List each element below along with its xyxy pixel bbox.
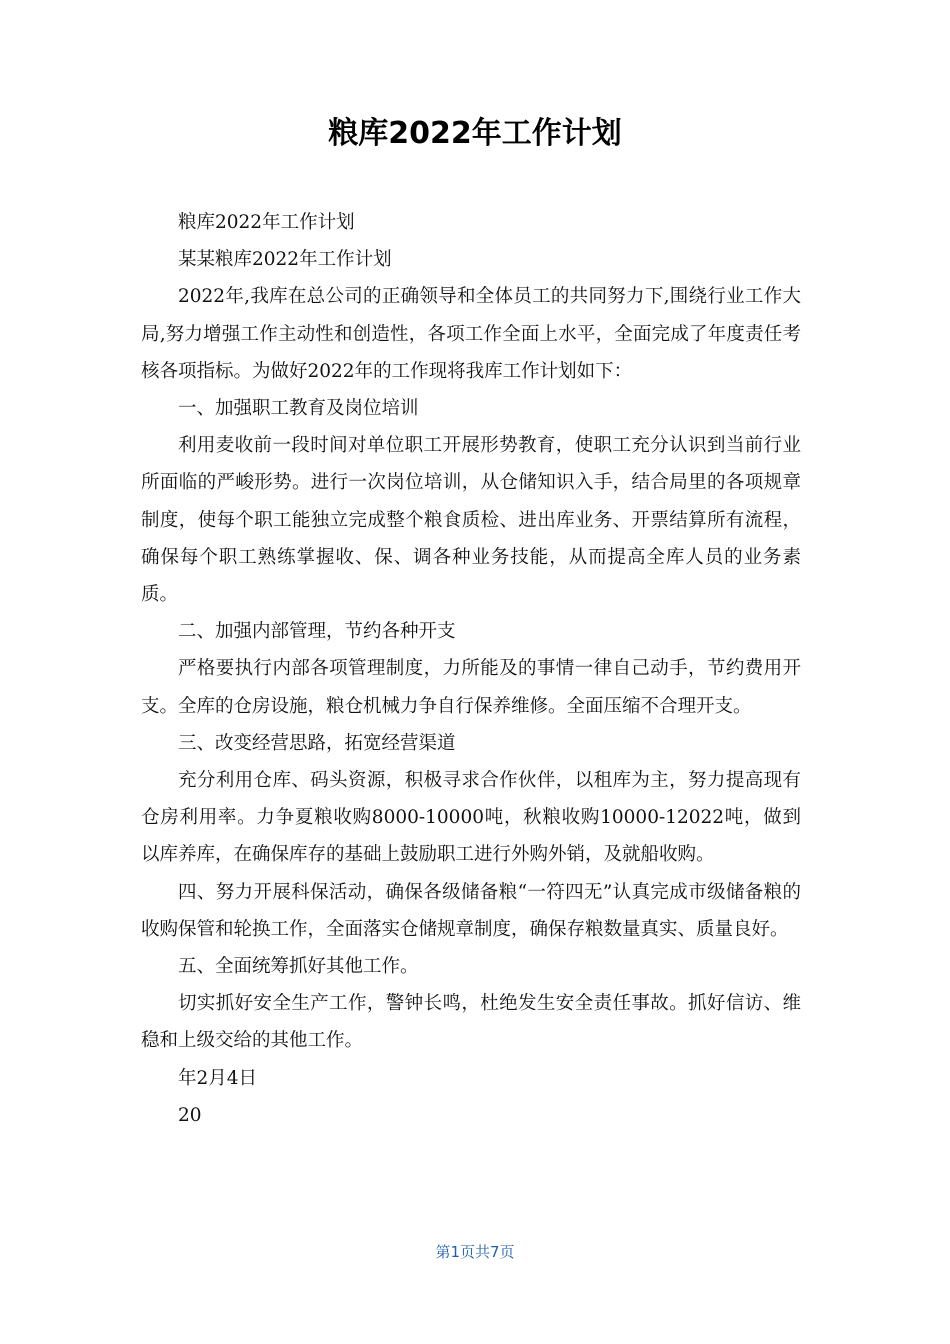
paragraph-intro: 2022年,我库在总公司的正确领导和全体员工的共同努力下,围绕行业工作大局,努力增强工作主动性和创造性，各项工作全面上水平，全面完成了年度责任考核各项指标。为做好2022年的工作现将我库工作计划如下： [141, 286, 801, 382]
year-fragment: 20 [178, 1104, 202, 1126]
paragraph-section-1: 利用麦收前一段时间对单位职工开展形势教育，使职工充分认识到当前行业所面临的严峻形势。进行一次岗位培训，从仓储知识入手，结合局里的各项规章制度，使每个职工能独立完成整个粮食质检、进出库业务、开票结算所有流程，确保每个职工熟练掌握收、保、调各种业务技能，从而提高全库人员的业务素质。 [141, 435, 801, 606]
section-heading-5: 五、全面统筹抓好其他工作。 [178, 956, 419, 978]
paragraph-section-4: 四、努力开展科保活动，确保各级储备粮“一符四无”认真完成市级储备粮的收购保管和轮换工作，全面落实仓储规章制度，确保存粮数量真实、质量良好。 [141, 881, 801, 940]
paragraph-section-2: 严格要执行内部各项管理制度，力所能及的事情一律自己动手，节约费用开支。全库的仓房设施，粮仓机械力争自行保养维修。全面压缩不合理开支。 [141, 658, 801, 717]
section-heading-1: 一、加强职工教育及岗位培训 [178, 398, 419, 420]
section-heading-3: 三、改变经营思路，拓宽经营渠道 [178, 732, 456, 754]
paragraph-heading-repeat: 粮库2022年工作计划 [178, 212, 355, 233]
paragraph-section-5: 切实抓好安全生产工作，警钟长鸣，杜绝发生安全责任事故。抓好信访、维稳和上级交给的其他工作。 [141, 993, 801, 1052]
page-number-footer: 第1页共7页 [435, 1243, 515, 1261]
section-heading-2: 二、加强内部管理，节约各种开支 [178, 621, 456, 643]
paragraph-subtitle: 某某粮库2022年工作计划 [178, 249, 392, 271]
document-body [141, 204, 801, 1134]
date-line: 年2月4日 [178, 1067, 258, 1089]
document-title: 粮库2022年工作计划 [328, 116, 622, 151]
paragraph-section-3: 充分利用仓库、码头资源，积极寻求合作伙伴，以租库为主，努力提高现有仓房利用率。力争夏粮收购8000-10000吨，秋粮收购10000-12022吨，做到以库养库，在确保库存的基础上鼓励职工进行外购外销，及就船收购。 [141, 770, 801, 866]
